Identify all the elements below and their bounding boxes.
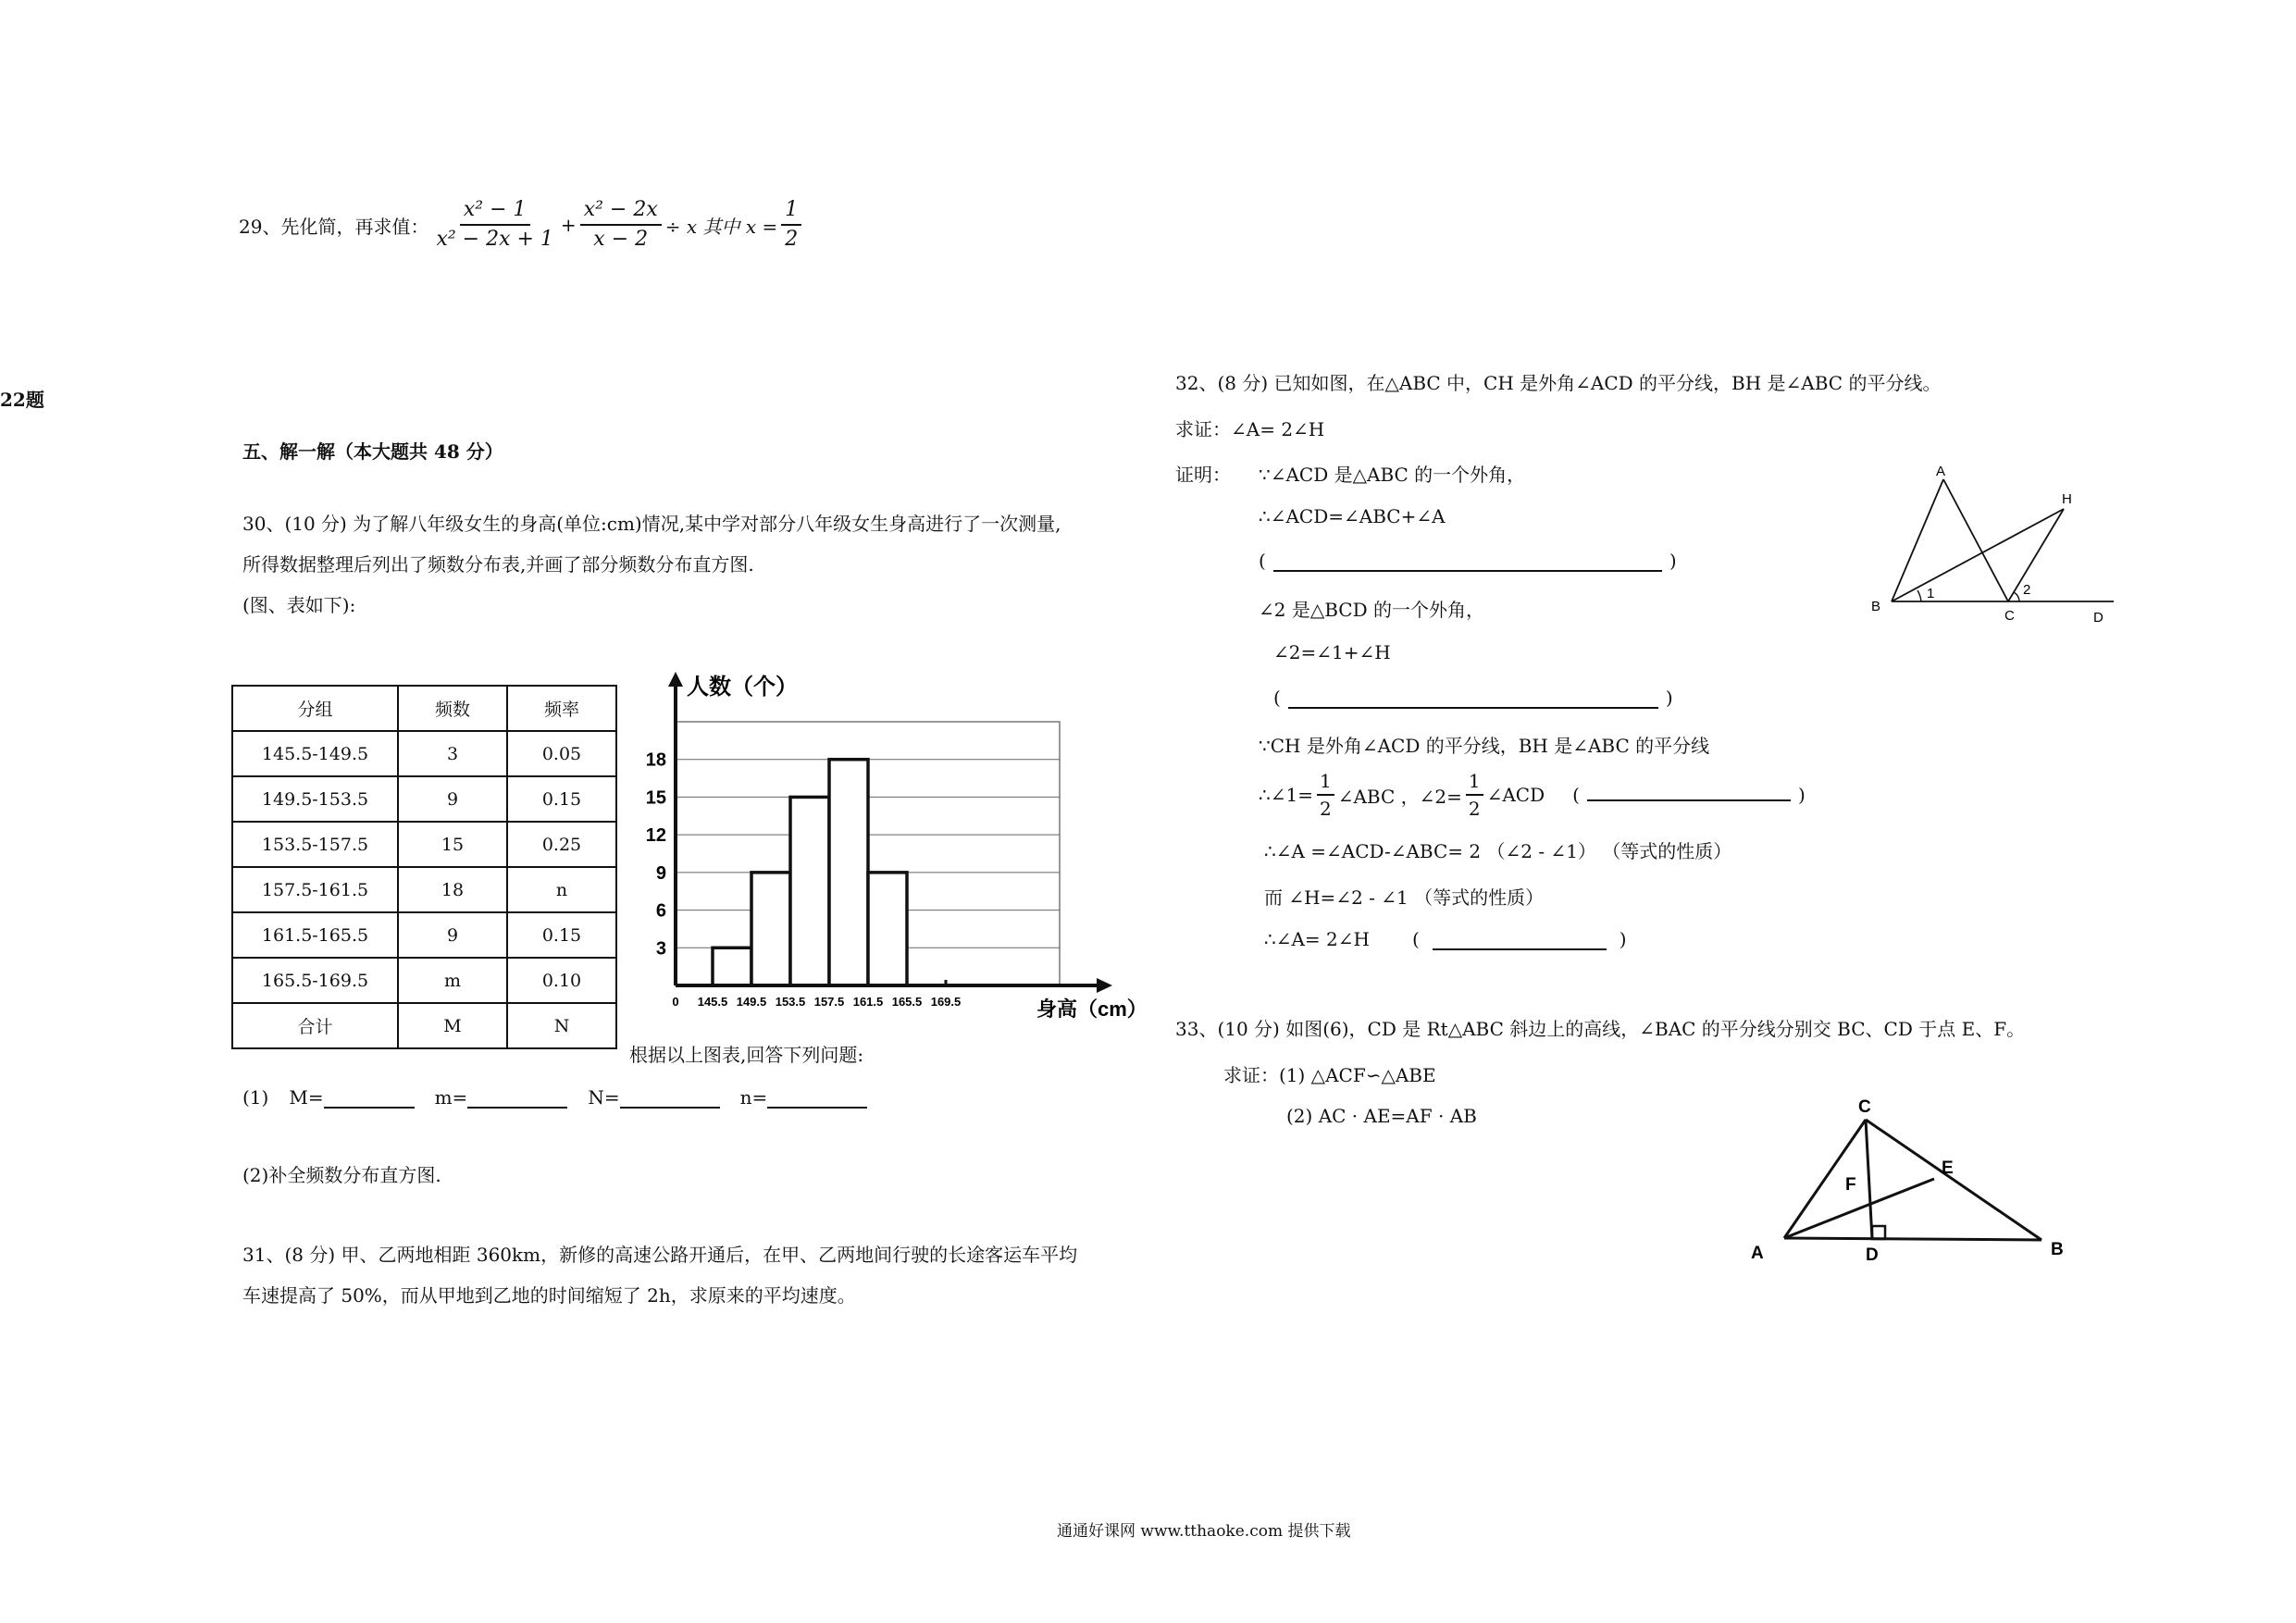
table-cell: 合计 bbox=[232, 1003, 398, 1048]
x-tick-label: 145.5 bbox=[697, 995, 728, 1009]
table-cell: 0.05 bbox=[507, 731, 616, 776]
answer-blank-n[interactable] bbox=[767, 1088, 867, 1109]
table-cell: 9 bbox=[398, 776, 507, 822]
q32-step3: ( ) bbox=[1259, 550, 1677, 572]
q30-line3: (图、表如下): bbox=[242, 594, 356, 616]
y-tick-label: 3 bbox=[655, 938, 666, 960]
y-axis-label: 人数（个） bbox=[687, 675, 798, 700]
x-tick-label: 149.5 bbox=[736, 995, 767, 1009]
q32-proof-label: 证明： bbox=[1175, 464, 1231, 486]
table-cell: m bbox=[398, 958, 507, 1003]
table-row bbox=[232, 958, 616, 1003]
q32-step8: ∴∠1= $\frac{1}{2}$ ∠ABC ，∠2= $\frac{1}{2}$ ∠ACD ( ) bbox=[1259, 770, 1806, 820]
table-cell: 153.5-157.5 bbox=[232, 822, 398, 867]
q30-line2: 所得数据整理后列出了频数分布表,并画了部分频数分布直方图. bbox=[242, 553, 754, 576]
q32-step9: ∴∠A =∠ACD-∠ABC= 2 （∠2 - ∠1） （等式的性质） bbox=[1264, 840, 1732, 862]
table-cell: n bbox=[507, 867, 616, 912]
reason-blank-3[interactable] bbox=[1587, 781, 1791, 801]
q29-prefix: 29、先化简，再求值： bbox=[239, 215, 429, 238]
section-title: 五、解一解（本大题共 48 分） bbox=[242, 440, 503, 463]
label-A: A bbox=[1751, 1244, 1764, 1263]
label-angle-2: 2 bbox=[2023, 582, 2031, 598]
y-tick-label: 12 bbox=[645, 825, 666, 847]
x-tick-label: 165.5 bbox=[891, 995, 923, 1009]
table-header: 频率 bbox=[507, 686, 616, 731]
label-C: C bbox=[1858, 1097, 1871, 1117]
label-H: H bbox=[2062, 491, 2072, 507]
q31-line1: 31、(8 分) 甲、乙两地相距 360km，新修的高速公路开通后，在甲、乙两地间行驶的长途客运车平均 bbox=[242, 1244, 1078, 1266]
answer-blank-M[interactable] bbox=[324, 1088, 415, 1109]
q32-step2: ∴∠ACD=∠ABC+∠A bbox=[1259, 505, 1446, 527]
q32-step4: ∠2 是△BCD 的一个外角， bbox=[1259, 599, 1484, 621]
table-cell: 0.25 bbox=[507, 822, 616, 867]
histogram-bar bbox=[751, 873, 790, 985]
question-29: 29、先化简，再求值： $\frac{\text{x² − 1}}{\text{x² − 2x + 1}}$ + $\frac{\text{x² − 2x}}{x - 2}$ ÷ x 其中 x = $\frac{1}{2}$ bbox=[239, 196, 805, 254]
margin-label: 22题 bbox=[0, 389, 44, 411]
table-cell: 149.5-153.5 bbox=[232, 776, 398, 822]
table-cell: 157.5-161.5 bbox=[232, 867, 398, 912]
table-cell: 0.15 bbox=[507, 776, 616, 822]
q30-after-chart: 根据以上图表,回答下列问题: bbox=[629, 1044, 864, 1066]
q33-line3: (2) AC · AE=AF · AB bbox=[1286, 1105, 1477, 1127]
histogram-bar bbox=[790, 797, 829, 985]
x-tick-label: 157.5 bbox=[813, 995, 845, 1009]
table-header: 分组 bbox=[232, 686, 398, 731]
q32-step10: 而 ∠H=∠2 - ∠1 （等式的性质） bbox=[1264, 886, 1545, 909]
q32-step1: ∵∠ACD 是△ABC 的一个外角， bbox=[1259, 464, 1526, 486]
histogram-bar bbox=[868, 873, 907, 985]
y-tick-label: 18 bbox=[645, 750, 666, 771]
histogram-bar bbox=[713, 948, 751, 985]
x-axis-arrow bbox=[1097, 978, 1112, 993]
answer-blank-N[interactable] bbox=[620, 1088, 720, 1109]
half-fraction: $\frac{1}{2}$ bbox=[1466, 768, 1483, 822]
table-cell: 0.10 bbox=[507, 958, 616, 1003]
table-cell: M bbox=[398, 1003, 507, 1048]
q32-step11: ∴∠A= 2∠H ( ) bbox=[1264, 928, 1627, 950]
x-axis-label: 身高（cm） bbox=[1036, 997, 1148, 1021]
q32-step5: ∠2=∠1+∠H bbox=[1273, 641, 1391, 663]
table-cell: 0.15 bbox=[507, 912, 616, 958]
y-axis-arrow bbox=[668, 672, 683, 687]
table-row bbox=[232, 776, 616, 822]
table-row bbox=[232, 1003, 616, 1048]
table-cell: 15 bbox=[398, 822, 507, 867]
label-E: E bbox=[1942, 1158, 1954, 1178]
x-tick-label: 161.5 bbox=[852, 995, 884, 1009]
x-tick-label: 153.5 bbox=[775, 995, 806, 1009]
table-cell: 145.5-149.5 bbox=[232, 731, 398, 776]
histogram-chart bbox=[629, 666, 1166, 1027]
q33-triangle-figure bbox=[1740, 1092, 2091, 1277]
answer-blank-m[interactable] bbox=[467, 1088, 567, 1109]
label-D: D bbox=[2093, 610, 2104, 626]
table-header: 频数 bbox=[398, 686, 507, 731]
reason-blank-4[interactable] bbox=[1433, 930, 1607, 950]
x-tick-label: 0 bbox=[672, 995, 679, 1009]
q33-line2: 求证：(1) △ACF∽△ABE bbox=[1223, 1064, 1436, 1086]
table-header-row bbox=[232, 686, 616, 731]
y-tick-label: 9 bbox=[655, 862, 666, 884]
label-A: A bbox=[1936, 464, 1946, 479]
table-row bbox=[232, 912, 616, 958]
q29-fraction-3: $\frac{1}{2}$ bbox=[781, 196, 801, 254]
q30-part1: (1) M= m= N= n= bbox=[242, 1086, 867, 1109]
histogram-bar bbox=[829, 760, 868, 985]
label-F: F bbox=[1845, 1175, 1856, 1195]
q30-line1: 30、(10 分) 为了解八年级女生的身高(单位:cm)情况,某中学对部分八年级女生身高进行了一次测量, bbox=[242, 513, 1061, 535]
q30-part2: (2)补全频数分布直方图. bbox=[242, 1164, 441, 1186]
table-cell: N bbox=[507, 1003, 616, 1048]
table-cell: 165.5-169.5 bbox=[232, 958, 398, 1003]
q29-fraction-1: $\frac{\text{x² − 1}}{\text{x² − 2x + 1}}$ bbox=[436, 198, 553, 251]
q32-triangle-figure bbox=[1851, 463, 2119, 638]
table-cell: 161.5-165.5 bbox=[232, 912, 398, 958]
label-C: C bbox=[2004, 608, 2015, 624]
footer-text: 通通好课网 www.tthaoke.com 提供下载 bbox=[1057, 1522, 1351, 1541]
x-tick-label: 169.5 bbox=[930, 995, 962, 1009]
table-cell: 18 bbox=[398, 867, 507, 912]
q32-step6: ( ) bbox=[1273, 687, 1673, 709]
q32-prove: 求证：∠A= 2∠H bbox=[1175, 418, 1325, 440]
table-cell: 3 bbox=[398, 731, 507, 776]
frequency-table bbox=[231, 685, 617, 1049]
q32-step7: ∵CH 是外角∠ACD 的平分线，BH 是∠ABC 的平分线 bbox=[1259, 735, 1710, 757]
q32-line1: 32、(8 分) 已知如图，在△ABC 中，CH 是外角∠ACD 的平分线，BH 是∠ABC 的平分线。 bbox=[1175, 372, 1942, 394]
label-B: B bbox=[2051, 1240, 2064, 1259]
y-tick-label: 15 bbox=[645, 787, 666, 809]
label-D: D bbox=[1866, 1245, 1879, 1265]
table-row bbox=[232, 867, 616, 912]
table-row bbox=[232, 731, 616, 776]
label-angle-1: 1 bbox=[1927, 586, 1935, 601]
y-tick-label: 6 bbox=[655, 900, 666, 922]
q33-line1: 33、(10 分) 如图(6)，CD 是 Rt△ABC 斜边上的高线，∠BAC 的平分线分别交 BC、CD 于点 E、F。 bbox=[1175, 1018, 2026, 1040]
half-fraction: $\frac{1}{2}$ bbox=[1317, 768, 1334, 822]
q29-fraction-2: $\frac{\text{x² − 2x}}{x - 2}$ bbox=[580, 196, 662, 254]
reason-blank-1[interactable] bbox=[1273, 551, 1662, 572]
q31-line2: 车速提高了 50%，而从甲地到乙地的时间缩短了 2h，求原来的平均速度。 bbox=[242, 1284, 856, 1307]
table-cell: 9 bbox=[398, 912, 507, 958]
reason-blank-2[interactable] bbox=[1288, 688, 1658, 709]
label-B: B bbox=[1871, 599, 1881, 614]
table-row bbox=[232, 822, 616, 867]
